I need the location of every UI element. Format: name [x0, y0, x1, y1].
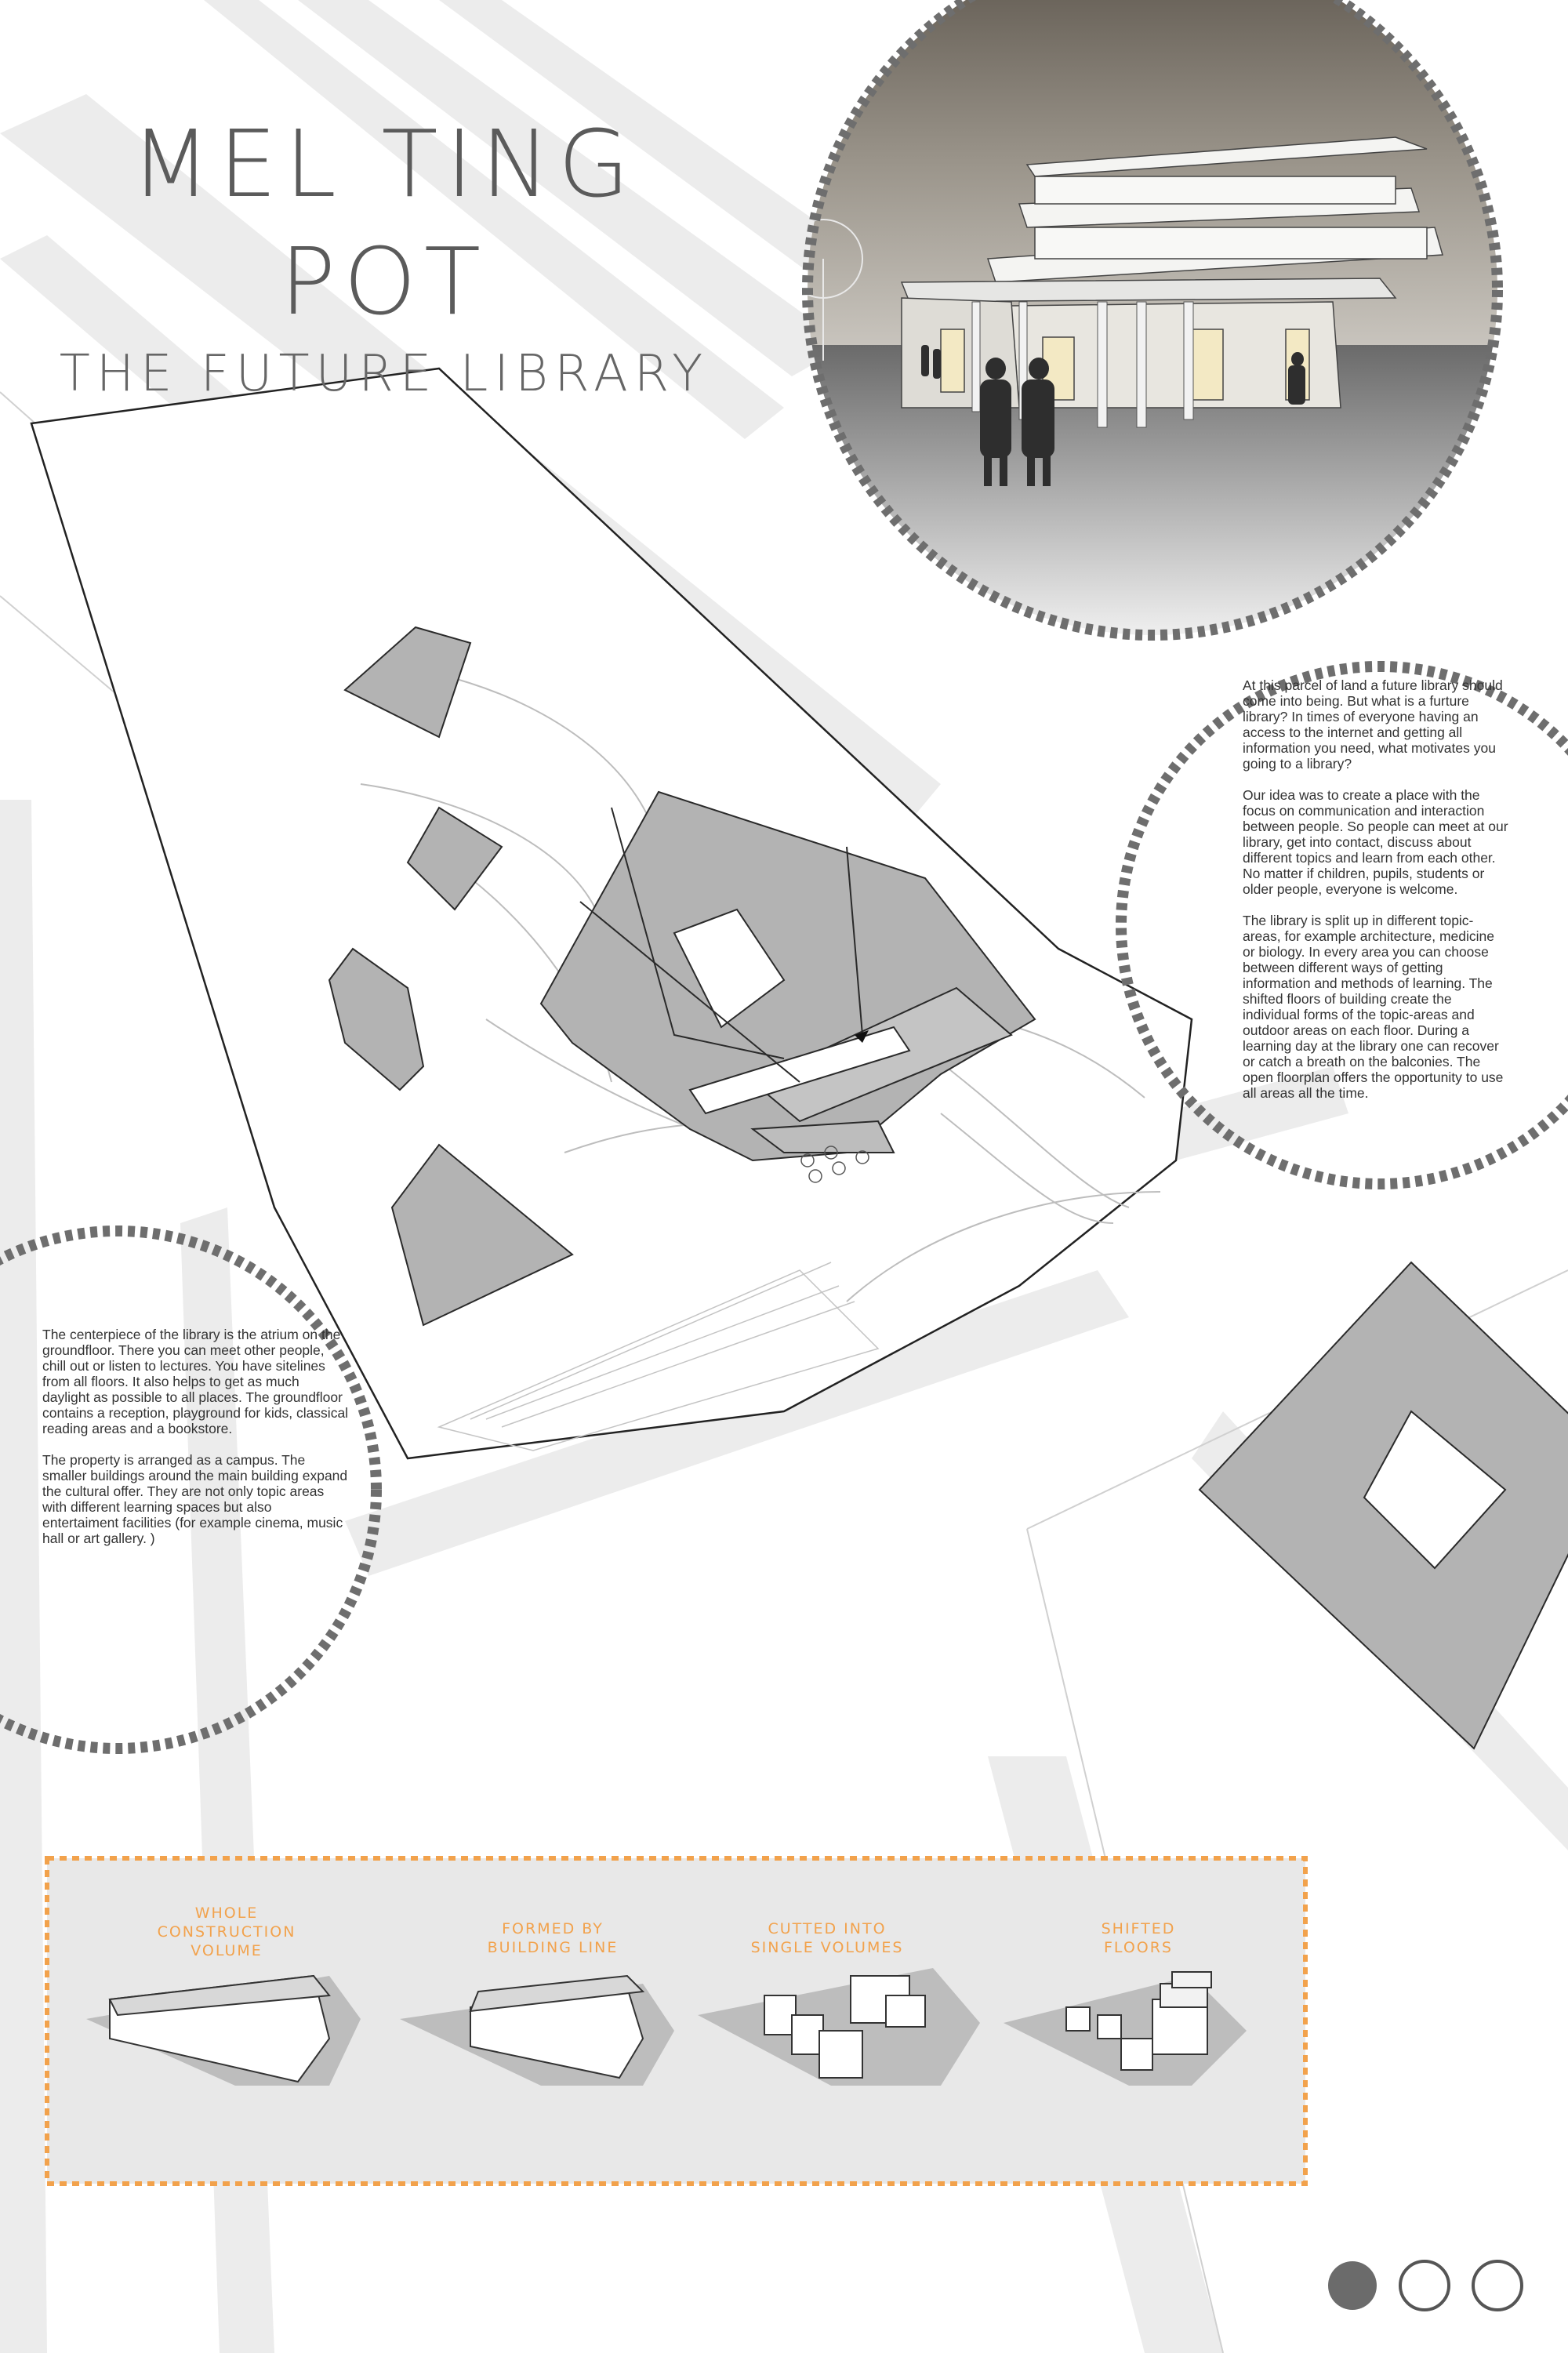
neighbor-building	[1200, 1262, 1568, 1748]
atrium-paragraph: The centerpiece of the library is the atrium on the groundfloor. There you can meet other people, chill out or listen to lectures. You have sitelines from all floors. It also helps to get as much daylight as possible to all places. The groundfloor contains a reception, playground for kids, classical reading areas and a bookstore.	[42, 1327, 349, 1436]
intro-paragraph: At this parcel of land a future library should come into being. But what is a furture library? In times of everyone having an access to the internet and getting all information you need, what motivates you going to a library?	[1243, 677, 1503, 772]
street-band	[0, 800, 47, 2353]
atrium-paragraph: The property is arranged as a campus. The smaller buildings around the main building expand the cultural offer. They are not only topic areas with different learning spaces but also entertaiment facilities (for example cinema, music hall or art gallery. )	[42, 1452, 348, 1546]
perspective-render	[784, 0, 1544, 643]
title-melting: MEL TING	[130, 110, 638, 218]
process-step-label: SHIFTED FLOORS	[1101, 1920, 1176, 1956]
intro-text-block	[1243, 677, 1509, 1117]
atrium-text-block	[42, 1327, 350, 1562]
intro-paragraph: The library is split up in different topic-areas, for example architecture, medicine or biology. In every area you can choose between different ways of getting information and methods of learning. The shifted floors of building create the individual forms of the topic-areas and outdoor areas on each floor. During a learning day at the library one can recover or catch a breath on the balconies. The open floorplan offers the opportunity to use all areas all the time.	[1243, 913, 1504, 1101]
intro-paragraph: Our idea was to create a place with the focus on communication and interaction between people. So people can meet at our library, get into contact, discuss about different topics and learn from each other. No matter if children, pupils, students or older people, everyone is welcome.	[1243, 787, 1508, 897]
page-dot-icon[interactable]	[1328, 2261, 1377, 2310]
process-step-label: FORMED BY BUILDING LINE	[487, 1920, 619, 1956]
process-step-label: WHOLE CONSTRUCTION VOLUME	[157, 1905, 296, 1959]
process-step-label: CUTTED INTO SINGLE VOLUMES	[750, 1920, 904, 1956]
page-dot-icon[interactable]	[1400, 2261, 1449, 2310]
title-pot: POT	[279, 227, 489, 336]
subtitle: THE FUTURE LIBRARY	[59, 345, 710, 403]
page-dot-icon[interactable]	[1473, 2261, 1522, 2310]
